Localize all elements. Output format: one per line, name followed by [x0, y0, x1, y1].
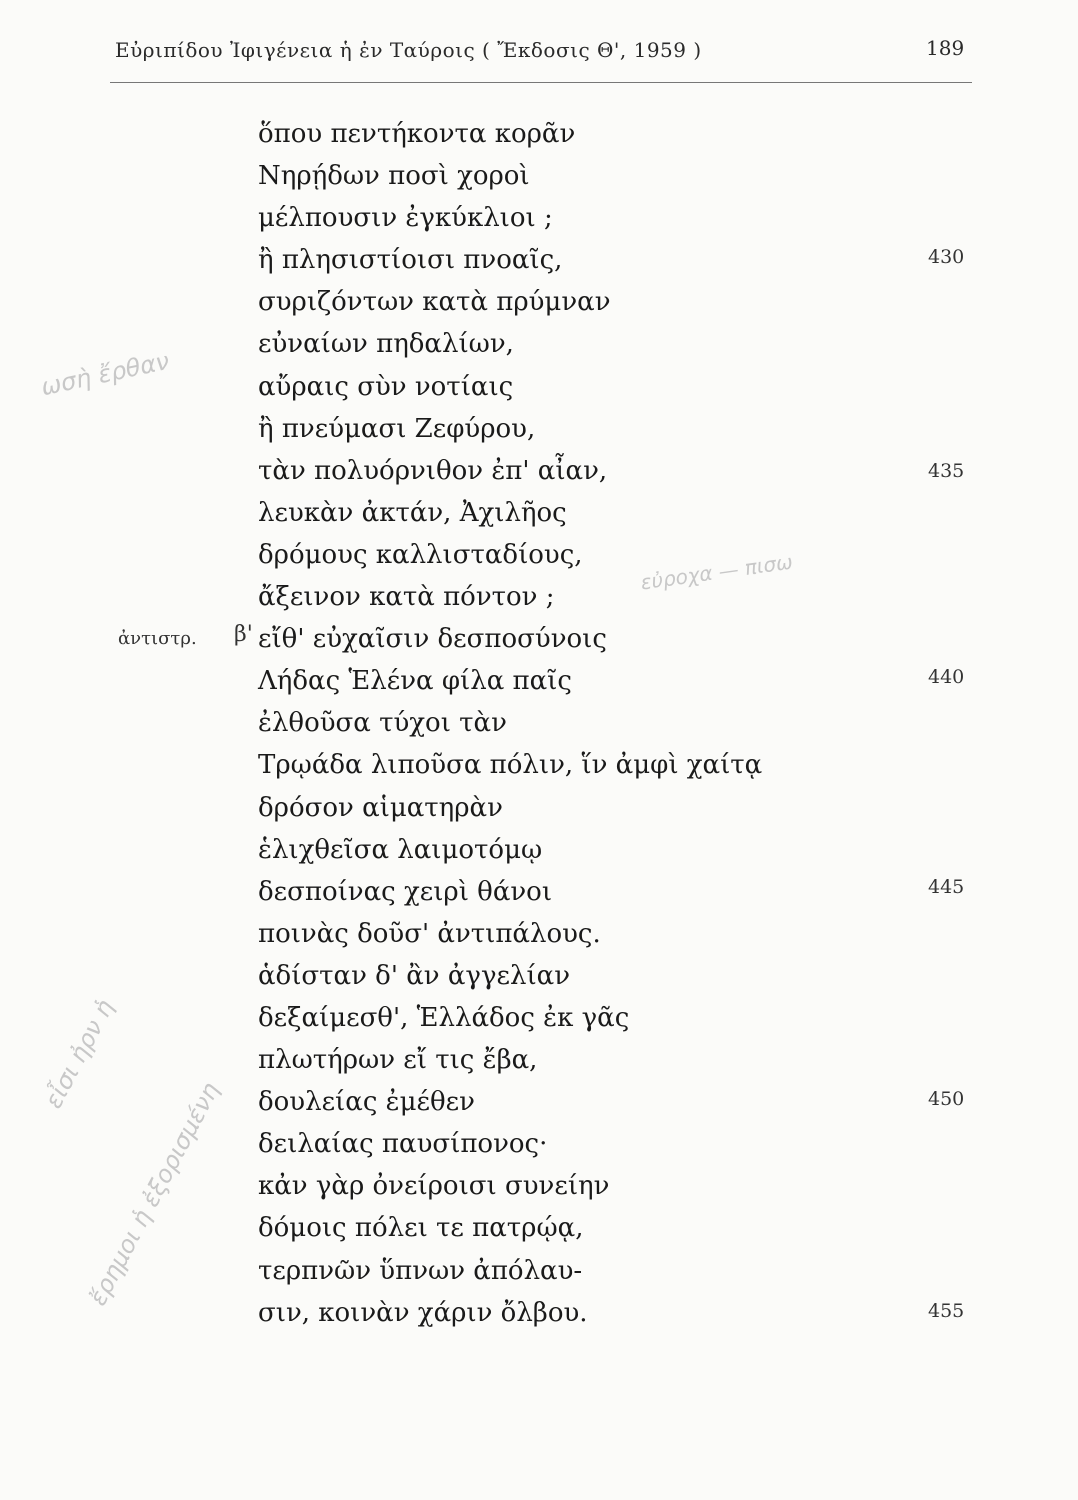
line-number: 455: [928, 1300, 965, 1322]
line-number: 440: [928, 666, 965, 688]
pencil-note: εἶσι ἠρν ἡ: [39, 995, 120, 1113]
header-rule: [110, 82, 972, 83]
line-number: 430: [928, 246, 965, 268]
verse-line: δουλείας ἐμέθεν: [258, 1087, 475, 1118]
verse-line: δόμοις πόλει τε πατρῴᾳ,: [258, 1213, 584, 1244]
verse-line: δεξαίμεσθ', Ἑλλάδος ἐκ γᾶς: [258, 1002, 630, 1033]
verse-line: Τρῳάδα λιποῦσα πόλιν, ἵν ἀμφὶ χαίτᾳ: [258, 750, 763, 781]
verse-line: ἐλθοῦσα τύχοι τὰν: [258, 708, 507, 739]
verse-line: κἀν γὰρ ὀνείροισι συνείην: [258, 1171, 610, 1202]
verse-line: ποινὰς δοῦσ' ἀντιπάλους.: [258, 918, 601, 949]
verse-line: τὰν πολυόρνιθον ἐπ' αἶαν,: [258, 455, 608, 486]
antistrophe-label: ἀντιστρ.: [118, 628, 197, 649]
pencil-note: ωσὴ ἔρθαν: [38, 346, 172, 402]
pencil-note: εὐροχα — πισω: [639, 549, 795, 595]
verse-line: τερπνῶν ὕπνων ἀπόλαυ-: [258, 1255, 583, 1286]
verse-line: μέλπουσιν ἐγκύκλιοι ;: [258, 203, 553, 234]
verse-line: Νηρῄδων ποσὶ χοροὶ: [258, 161, 530, 192]
verse-line: δρόσον αἱματηρὰν: [258, 792, 503, 823]
verse-line: ἢ πνεύμασι Ζεφύρου,: [258, 413, 536, 444]
line-number: 445: [928, 876, 965, 898]
running-head: Εὐριπίδου Ἰφιγένεια ἡ ἐν Ταύροις ( Ἔκδοσις Θ', 1959 ): [115, 38, 702, 62]
verse-line: εἴθ' εὐχαῖσιν δεσποσύνοις: [258, 624, 607, 655]
verse-line: δεσποίνας χειρὶ θάνοι: [258, 876, 553, 907]
verse-line: σιν, κοινὰν χάριν ὄλβου.: [258, 1297, 588, 1328]
verse-line: δρόμους καλλισταδίους,: [258, 539, 583, 570]
verse-line: ἄξεινον κατὰ πόντον ;: [258, 582, 555, 613]
verse-line: Λήδας Ἑλένα φίλα παῖς: [258, 666, 572, 697]
line-number: 450: [928, 1088, 965, 1110]
line-number: 435: [928, 460, 965, 482]
verse-line: δειλαίας παυσίπονος·: [258, 1129, 548, 1160]
verse-line: εὐναίων πηδαλίων,: [258, 329, 514, 360]
page-number: 189: [926, 36, 965, 60]
verse-line: ἁδίσταν δ' ἂν ἀγγελίαν: [258, 960, 570, 991]
verse-line: λευκὰν ἀκτάν, Ἀχιλῆος: [258, 497, 567, 528]
verse-line: αὔραις σὺν νοτίαις: [258, 371, 514, 402]
pencil-note: ἔρημοι ἡ ἐξορισμένη: [83, 1077, 225, 1311]
strophe-number: β': [234, 622, 253, 647]
verse-line: συριζόντων κατὰ πρύμναν: [258, 287, 611, 318]
verse-block: [258, 118, 818, 1339]
verse-line: ἢ πλησιστίοισι πνοαῖς,: [258, 245, 563, 276]
verse-line: ὅπου πεντήκοντα κορᾶν: [258, 119, 576, 149]
verse-line: πλωτήρων εἴ τις ἔβα,: [258, 1045, 538, 1076]
verse-line: ἑλιχθεῖσα λαιμοτόμῳ: [258, 834, 543, 865]
